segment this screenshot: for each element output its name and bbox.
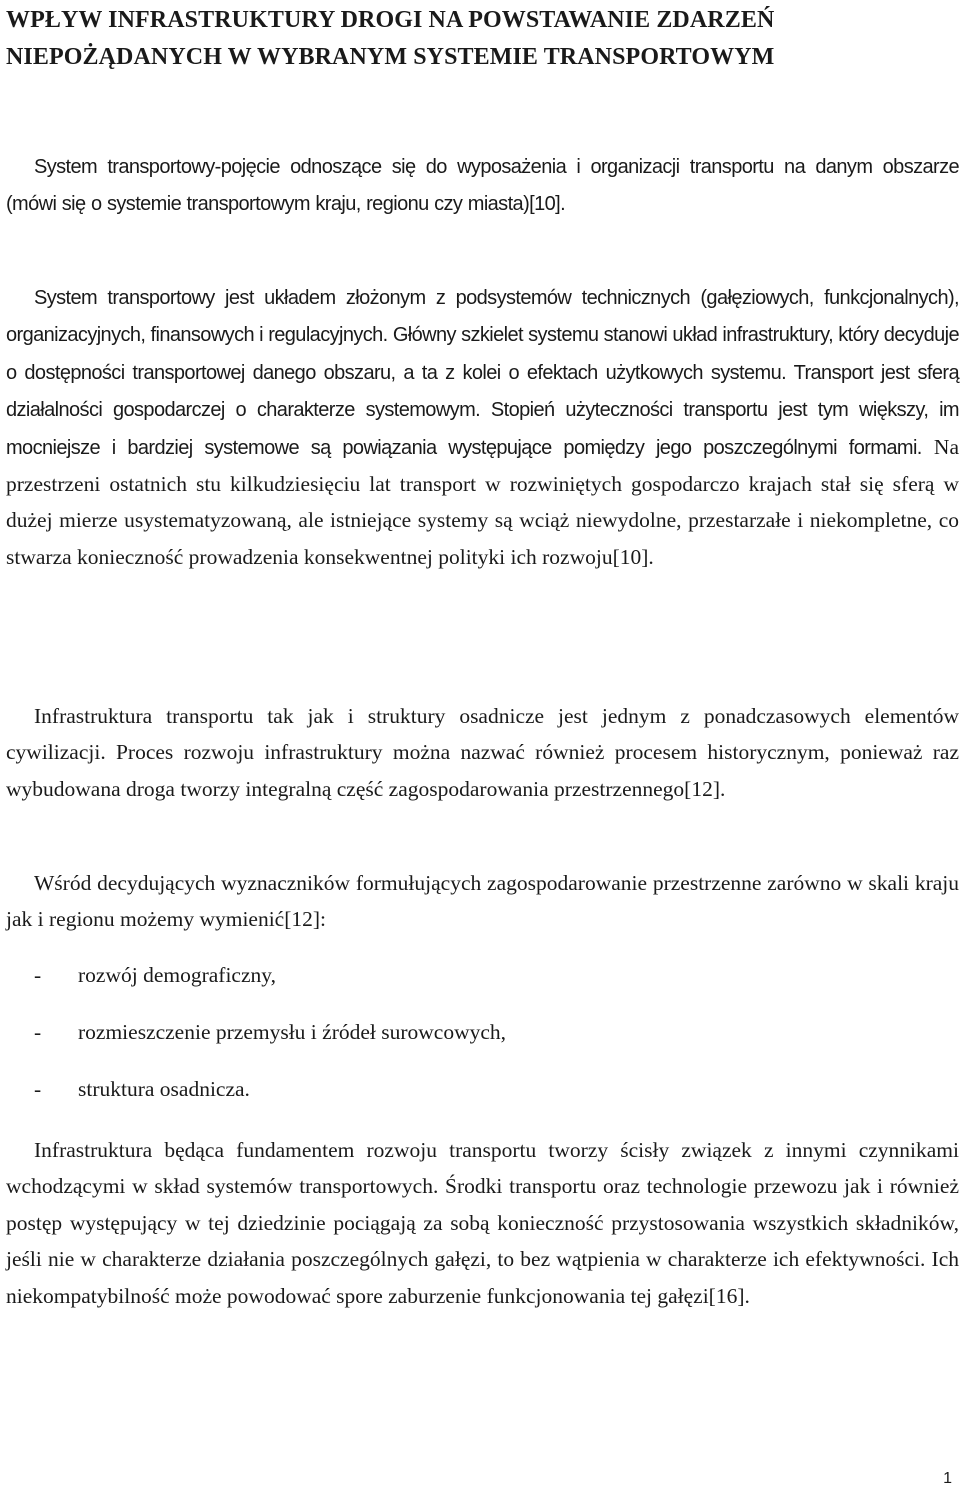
paragraph-system-definition bbox=[6, 148, 959, 223]
page-title bbox=[6, 2, 956, 76]
list-item bbox=[6, 1014, 906, 1071]
paragraph-2-part-1: System transportowy jest układem złożonym z podsystemów technicznych (gałęziowych, funkcjonalnych), organizacyjnych, finansowych i regulacyjnych. Główny szkielet systemu stanowi układ infrastruktury, który decyduje o dostępności transportowej danego obszaru, a ta z kolei o efektach użytkowych systemu. Transport jest sferą działalności gospodarczej o charakterze systemowym. Stopień użyteczności transportu jest tym większy, im mocniejsze i bardziej systemowe są powiązania występujące pomiędzy jego poszczególnymi formami. bbox=[6, 287, 959, 459]
paragraph-determinants-intro bbox=[6, 865, 959, 938]
list-item bbox=[6, 1071, 906, 1128]
paragraph-system-structure bbox=[6, 279, 959, 575]
list-item-text: struktura osadnicza. bbox=[78, 1077, 250, 1101]
list-item bbox=[6, 957, 906, 1014]
list-bullet: - bbox=[34, 963, 42, 987]
paragraph-infrastructure bbox=[6, 698, 959, 807]
list-item-text: rozmieszczenie przemysłu i źródeł surowcowych, bbox=[78, 1020, 507, 1044]
list-item-text: rozwój demograficzny, bbox=[78, 963, 276, 987]
paragraph-5-text: Infrastruktura będąca fundamentem rozwoju transportu tworzy ścisły związek z innymi czynnikami wchodzącymi w skład systemów transportowych. Środki transportu oraz technologie przewozu jak i również postęp występujący w tej dziedzinie pociągają za sobą konieczność przystosowania wszystkich składników, jeśli nie w charakterze działania poszczególnych gałęzi, to bez wątpienia w charakterze ich efektywności. Ich niekompatybilność może powodować spore zaburzenie funkcjonowania tej gałęzi[16]. bbox=[6, 1138, 959, 1308]
paragraph-1-text: System transportowy-pojęcie odnoszące się do wyposażenia i organizacji transportu na danym obszarze (mówi się o systemie transportowym kraju, regionu czy miasta)[10]. bbox=[6, 156, 959, 216]
list-bullet: - bbox=[34, 1077, 42, 1101]
page-number: 1 bbox=[943, 1470, 952, 1487]
title-line-2: NIEPOŻĄDANYCH W WYBRANYM SYSTEMIE TRANSPORTOWYM bbox=[6, 44, 775, 70]
title-line-1: WPŁYW INFRASTRUKTURY DROGI NA POWSTAWANIE ZDARZEŃ bbox=[6, 7, 775, 33]
paragraph-infrastructure-foundation bbox=[6, 1132, 959, 1314]
paragraph-4-text: Wśród decydujących wyznaczników formułujących zagospodarowanie przestrzenne zarówno w skali kraju jak i regionu możemy wymienić[12]: bbox=[6, 871, 959, 932]
paragraph-2-part-2: Na przestrzeni ostatnich stu kilkudziesięciu lat transport w rozwiniętych gospodarczo krajach stał się sferą w dużej mierze usystematyzowaną, ale istniejące systemy są wciąż niewydolne, przestarzałe i niekompletne, co stwarza konieczność prowadzenia konsekwentnej polityki ich rozwoju[10]. bbox=[6, 434, 959, 569]
list-bullet: - bbox=[34, 1020, 42, 1044]
paragraph-3-text: Infrastruktura transportu tak jak i struktury osadnicze jest jednym z ponadczasowych elementów cywilizacji. Proces rozwoju infrastruktury można nazwać również procesem historycznym, ponieważ raz wybudowana droga tworzy integralną część zagospodarowania przestrzennego[12]. bbox=[6, 704, 959, 801]
determinants-list bbox=[6, 957, 906, 1128]
